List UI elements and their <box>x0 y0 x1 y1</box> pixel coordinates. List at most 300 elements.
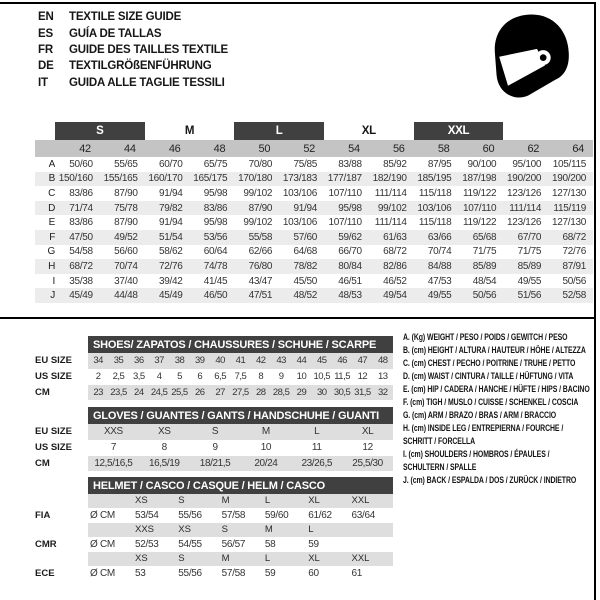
measure-value: 48/52 <box>279 288 324 303</box>
measure-value: 160/170 <box>145 172 190 187</box>
measure-value: 87/91 <box>548 259 593 274</box>
measure-value: 70/74 <box>427 246 452 258</box>
measure-value: 80/84 <box>324 259 369 274</box>
shoes-row <box>35 369 393 385</box>
language-row <box>38 75 228 91</box>
legend-line: I. (cm) SHOULDERS / HOMBROS / ÉPAULES / <box>403 449 550 459</box>
legend-line: F. (cm) TIGH / MUSLO / CUISSE / SCHENKEL / COSCIA <box>403 397 579 407</box>
measure-value: 48/54 <box>472 275 497 287</box>
numeric-size-header: 56 <box>369 140 414 157</box>
size-value: 24 <box>129 385 149 401</box>
helmet-size-row <box>35 523 393 537</box>
measure-value: 64/68 <box>293 246 317 258</box>
size-value: XXS <box>88 424 139 440</box>
measure-row-label: J <box>35 288 55 303</box>
helmet-size-label: S <box>176 552 219 566</box>
language-row <box>38 42 228 58</box>
measure-value: 50/56 <box>458 288 503 303</box>
measure-value: 83/86 <box>69 187 93 199</box>
measure-value: 49/52 <box>100 230 145 245</box>
measure-value: 45/49 <box>55 288 100 303</box>
size-value: 6 <box>197 371 203 383</box>
top-border-line <box>0 2 596 4</box>
measure-row-label: E <box>35 215 55 230</box>
measure-value: 51/54 <box>145 230 190 245</box>
helmet-size-label: M <box>263 523 306 537</box>
shoes-size-table <box>35 336 393 400</box>
measure-value: 187/198 <box>458 172 503 187</box>
measure-value: 60/70 <box>158 158 183 170</box>
measure-value: 99/102 <box>243 217 273 229</box>
measure-value: 107/110 <box>328 187 362 199</box>
measure-value: 59/62 <box>324 230 369 245</box>
measure-value: 68/72 <box>383 246 407 258</box>
language-header <box>38 9 228 91</box>
spacer <box>35 523 88 537</box>
measure-value: 85/89 <box>458 259 503 274</box>
size-value: 28,5 <box>271 385 291 401</box>
helmet-size-value: 59 <box>264 567 276 579</box>
size-value: 4 <box>156 371 162 383</box>
corner-cell <box>35 140 55 157</box>
language-title: TEXTILE SIZE GUIDE <box>69 11 182 24</box>
size-value: 32 <box>373 385 393 401</box>
numeric-size-header: 52 <box>279 140 324 157</box>
measure-value: 75/85 <box>293 158 317 170</box>
measure-value: 45/49 <box>145 288 190 303</box>
measure-value: 60/64 <box>203 246 228 258</box>
measure-value: 53/56 <box>189 230 234 245</box>
measure-value: 115/118 <box>418 217 452 229</box>
measure-value: 47/51 <box>234 288 279 303</box>
size-value: 42 <box>251 353 271 369</box>
measure-value: 47/53 <box>427 275 452 287</box>
scale-label: EU SIZE <box>35 424 88 440</box>
measure-value: 49/55 <box>517 275 542 287</box>
measure-value: 165/175 <box>189 172 234 187</box>
helmet-size-label: XXS <box>133 523 176 537</box>
helmet-size-value: 54/55 <box>178 538 202 550</box>
size-value: M <box>240 424 291 440</box>
size-value: 12 <box>357 371 368 383</box>
size-value: S <box>190 424 241 440</box>
measure-value: 115/119 <box>548 201 593 216</box>
legend-line: E. (cm) HIP / CADERA / HANCHE / HÜFTE / HIPS / BACINO <box>403 384 590 394</box>
measure-value: 170/180 <box>234 172 279 187</box>
measure-row-B <box>35 172 593 187</box>
measurement-legend <box>403 331 590 487</box>
size-value: 47 <box>352 353 372 369</box>
measure-value: 182/190 <box>369 172 414 187</box>
helmet-size-value: 55/56 <box>178 567 202 579</box>
helmet-standard-row-CMR <box>35 537 393 553</box>
measure-value: 83/86 <box>69 217 93 229</box>
size-value: 26 <box>190 385 210 401</box>
gloves-size-table <box>35 407 393 471</box>
measure-value: 66/70 <box>338 246 362 258</box>
helmet-size-table <box>35 477 393 581</box>
size-value: 10 <box>296 371 307 383</box>
helmet-size-value: 61 <box>351 567 363 579</box>
size-group-XL: XL <box>361 125 376 137</box>
measure-value: 119/122 <box>462 217 497 229</box>
measure-value: 54/58 <box>69 246 93 258</box>
measure-row-C <box>35 186 593 201</box>
spacer <box>88 494 133 508</box>
standard-label: ECE <box>35 566 88 582</box>
measure-value: 43/47 <box>248 275 273 287</box>
size-value: 5 <box>177 371 182 383</box>
numeric-size-header: 62 <box>503 140 548 157</box>
size-group-S: S <box>55 122 145 140</box>
measure-value: 44/48 <box>100 288 145 303</box>
size-value: 7,5 <box>234 371 247 383</box>
size-value: 29 <box>291 385 311 401</box>
measure-value: 91/94 <box>279 201 324 216</box>
shoes-row <box>35 385 393 401</box>
spacer <box>35 552 88 566</box>
measure-value: 119/122 <box>462 187 497 199</box>
measure-row-E <box>35 215 593 230</box>
helmet-size-row <box>35 552 393 566</box>
language-title: GUÍA DE TALLAS <box>69 27 162 40</box>
size-value: 6,5 <box>214 371 226 383</box>
spacer <box>35 494 88 508</box>
size-group-XXL: XXL <box>414 122 504 140</box>
measure-value: 85/89 <box>503 259 548 274</box>
measure-value: 91/94 <box>158 217 183 229</box>
helmet-size-value: 56/57 <box>221 538 246 550</box>
gloves-row <box>35 424 393 440</box>
size-value: 12,5/16,5 <box>88 456 139 472</box>
measure-row-I <box>35 274 593 289</box>
measure-row-G <box>35 245 593 260</box>
helmet-size-label: M <box>220 552 263 566</box>
language-code: EN <box>38 11 54 24</box>
language-code: IT <box>38 76 48 89</box>
helmet-size-label: XXL <box>349 494 393 508</box>
size-value: 11,5 <box>334 371 350 383</box>
measure-value: 123/126 <box>507 217 542 229</box>
measure-value: 99/102 <box>369 201 414 216</box>
measure-value: 177/187 <box>324 172 369 187</box>
size-value: 16,5/19 <box>139 456 190 472</box>
measure-value: 55/65 <box>114 158 138 170</box>
measure-value: 84/88 <box>414 259 459 274</box>
measure-value: 71/75 <box>517 246 542 258</box>
measure-value: 70/80 <box>248 158 273 170</box>
section-divider-line <box>0 317 594 319</box>
numeric-size-header: 42 <box>55 140 100 157</box>
size-value: 13 <box>378 371 388 383</box>
numeric-size-header: 50 <box>234 140 279 157</box>
helmet-size-value: 60 <box>308 567 319 579</box>
measure-value: 105/115 <box>552 158 586 170</box>
measure-row-label: D <box>35 201 55 216</box>
helmet-size-value: 57/58 <box>221 567 246 579</box>
size-value: 24,5 <box>149 385 169 401</box>
measure-value: 68/72 <box>548 230 593 245</box>
helmet-size-label: L <box>306 523 349 537</box>
size-value: XS <box>139 424 190 440</box>
measure-value: 49/55 <box>414 288 459 303</box>
measure-value: 90/100 <box>467 158 497 170</box>
size-value: 44 <box>291 353 311 369</box>
measure-value: 41/45 <box>203 275 228 287</box>
language-title: GUIDE DES TAILLES TEXTILE <box>69 43 228 56</box>
measure-value: 48/53 <box>324 288 369 303</box>
measure-value: 111/114 <box>374 217 407 229</box>
measure-value: 103/106 <box>414 201 459 216</box>
measure-value: 111/114 <box>503 201 548 216</box>
size-value: 8 <box>258 371 264 383</box>
size-value: 18/21,5 <box>190 456 241 472</box>
legend-line: B. (cm) HEIGHT / ALTURA / HAUTEUR / HÖHE / ALTEZZA <box>403 345 586 355</box>
measure-value: 37/40 <box>114 275 138 287</box>
language-code: ES <box>38 27 53 40</box>
measure-value: 49/54 <box>369 288 414 303</box>
measure-value: 75/78 <box>100 201 145 216</box>
measure-value: 50/60 <box>69 158 93 170</box>
measure-value: 173/183 <box>279 172 324 187</box>
size-value: 35 <box>108 353 128 369</box>
helmet-size-value: 59 <box>308 538 319 550</box>
language-title: TEXTILGRÖßENFÜHRUNG <box>69 60 212 73</box>
measure-value: 107/110 <box>328 217 362 229</box>
language-row <box>38 58 228 74</box>
spacer <box>35 477 88 494</box>
measure-value: 47/50 <box>55 230 100 245</box>
measure-value: 39/42 <box>158 275 183 287</box>
measure-value: 127/130 <box>551 217 586 229</box>
measure-value: 95/98 <box>203 217 228 229</box>
measure-value: 55/58 <box>234 230 279 245</box>
gloves-title: GLOVES / GUANTES / GANTS / HANDSCHUHE / GUANTI <box>88 407 393 424</box>
measure-value: 46/52 <box>383 275 407 287</box>
size-value: 2,5 <box>112 371 125 383</box>
helmet-size-label: XS <box>176 523 219 537</box>
unit-label: Ø CM <box>90 509 115 521</box>
measure-value: 87/90 <box>234 201 279 216</box>
spacer <box>35 407 88 424</box>
numeric-size-header: 48 <box>189 140 234 157</box>
helmet-size-label: L <box>263 552 306 566</box>
gloves-row <box>35 440 393 456</box>
helmet-size-value: 59/60 <box>264 509 289 521</box>
measure-value: 107/110 <box>458 201 503 216</box>
measure-value: 95/98 <box>324 201 369 216</box>
size-value: 30 <box>312 385 332 401</box>
size-value: 48 <box>373 353 393 369</box>
helmet-size-value: 61/62 <box>308 509 332 521</box>
legend-line: SCHRITT / FORCELLA <box>403 436 476 446</box>
scale-label: US SIZE <box>35 369 88 385</box>
measure-value: 45/50 <box>293 275 317 287</box>
size-value: 45 <box>312 353 332 369</box>
measure-row-label: F <box>35 230 55 245</box>
helmet-size-label: XL <box>306 552 349 566</box>
measure-row-H <box>35 259 593 274</box>
measure-value: 62/66 <box>248 246 273 258</box>
shoes-row <box>35 353 393 369</box>
measure-value: 82/86 <box>369 259 414 274</box>
numeric-size-header: 44 <box>100 140 145 157</box>
measure-value: 56/60 <box>114 246 138 258</box>
measure-value: 58/62 <box>158 246 183 258</box>
spacer <box>35 336 88 353</box>
size-value: L <box>291 424 342 440</box>
size-value: 23,5 <box>108 385 128 401</box>
measure-row-D <box>35 201 593 216</box>
legend-line: G. (cm) ARM / BRAZO / BRAS / ARM / BRACCIO <box>403 410 557 420</box>
helmet-size-row <box>35 494 393 508</box>
unit-label: Ø CM <box>90 567 115 579</box>
size-value: 12 <box>362 442 373 454</box>
measure-value: 70/74 <box>100 259 145 274</box>
measure-value: 65/68 <box>458 230 503 245</box>
helmet-size-label: XL <box>306 494 349 508</box>
helmet-size-label: L <box>263 494 306 508</box>
helmet-title: HELMET / CASCO / CASQUE / HELM / CASCO <box>88 477 393 494</box>
size-value: XL <box>342 424 393 440</box>
measure-row-label: I <box>35 274 55 289</box>
measure-value: 85/92 <box>383 158 407 170</box>
measure-value: 79/82 <box>145 201 190 216</box>
measure-value: 111/114 <box>374 187 407 199</box>
helmet-size-label: S <box>220 523 263 537</box>
measure-value: 83/86 <box>189 201 234 216</box>
legend-line: SCHULTERN / SPALLE <box>403 462 477 472</box>
numeric-size-header: 54 <box>324 140 369 157</box>
helmet-size-value: 63/64 <box>351 509 376 521</box>
size-value: 27,5 <box>230 385 250 401</box>
helmet-size-value: 55/56 <box>178 509 202 521</box>
measure-value: 83/88 <box>338 158 362 170</box>
helmet-size-label <box>349 523 393 537</box>
helmet-size-label: S <box>176 494 219 508</box>
size-group-spacer <box>35 122 55 140</box>
measure-value: 71/74 <box>55 201 100 216</box>
measure-row-label: G <box>35 245 55 260</box>
measure-value: 190/200 <box>503 172 548 187</box>
size-value: 34 <box>88 353 108 369</box>
language-code: DE <box>38 60 54 73</box>
size-value: 39 <box>190 353 210 369</box>
measure-value: 155/165 <box>100 172 145 187</box>
size-value: 28 <box>251 385 271 401</box>
scale-label: CM <box>35 456 88 472</box>
measure-value: 103/106 <box>282 217 317 229</box>
standard-label: CMR <box>35 537 88 553</box>
measure-row-label: H <box>35 259 55 274</box>
size-value: 2 <box>95 371 101 383</box>
right-border-line <box>594 2 596 600</box>
helmet-standard-row-ECE <box>35 566 393 582</box>
language-title: GUIDA ALLE TAGLIE TESSILI <box>69 76 225 89</box>
measure-value: 123/126 <box>507 187 542 199</box>
legend-line: H. (cm) INSIDE LEG / ENTREPIERNA / FOURCHE / <box>403 423 564 433</box>
size-value: 41 <box>230 353 250 369</box>
measure-value: 87/90 <box>114 217 138 229</box>
size-value: 38 <box>169 353 189 369</box>
helmet-size-value: 53/54 <box>135 509 159 521</box>
size-value: 46 <box>332 353 352 369</box>
size-value: 25,5 <box>169 385 189 401</box>
measure-value: 46/50 <box>189 288 234 303</box>
measure-value: 190/200 <box>548 172 593 187</box>
measure-row-label: C <box>35 186 55 201</box>
helmet-size-value: 52/53 <box>135 538 159 550</box>
measure-value: 87/95 <box>427 158 452 170</box>
scale-label: EU SIZE <box>35 353 88 369</box>
measure-row-F <box>35 230 593 245</box>
helmet-size-value <box>349 537 393 553</box>
shoes-title: SHOES/ ZAPATOS / CHAUSSURES / SCHUHE / SCARPE <box>88 336 393 353</box>
size-value: 30,5 <box>332 385 352 401</box>
size-value: 10 <box>260 442 272 454</box>
measure-value: 78/82 <box>279 259 324 274</box>
helmet-size-value: 53 <box>135 567 146 579</box>
language-row <box>38 25 228 41</box>
size-value: 43 <box>271 353 291 369</box>
measure-value: 52/58 <box>548 288 593 303</box>
measure-value: 95/100 <box>512 158 542 170</box>
size-value: 8 <box>161 442 167 454</box>
size-group-M: M <box>184 125 195 137</box>
numeric-size-header: 60 <box>458 140 503 157</box>
size-value: 31,5 <box>352 385 372 401</box>
measure-value: 115/118 <box>418 187 452 199</box>
size-group-spacer <box>503 122 548 140</box>
measure-value: 67/70 <box>503 230 548 245</box>
language-row <box>38 9 228 25</box>
measure-value: 65/75 <box>203 158 228 170</box>
helmet-size-label: XS <box>133 494 176 508</box>
measure-value: 185/195 <box>414 172 459 187</box>
size-value: 10,5 <box>313 371 331 383</box>
size-value: 3,5 <box>132 371 145 383</box>
size-value: 23 <box>88 385 108 401</box>
measure-value: 51/56 <box>503 288 548 303</box>
size-value: 20/24 <box>240 456 291 472</box>
standard-label: FIA <box>35 508 88 524</box>
scale-label: CM <box>35 385 88 401</box>
numeric-size-header: 64 <box>548 140 593 157</box>
measure-value: 95/98 <box>203 187 228 199</box>
legend-line: D. (cm) WAIST / CINTURA / TAILLE / HÜFTUNG / VITA <box>403 371 574 381</box>
measure-row-A <box>35 157 593 172</box>
measure-value: 127/130 <box>551 187 586 199</box>
measure-value: 63/66 <box>414 230 459 245</box>
numeric-size-header: 46 <box>145 140 190 157</box>
size-value: 9 <box>212 442 218 454</box>
unit-label: Ø CM <box>90 538 115 550</box>
measure-value: 103/106 <box>282 187 317 199</box>
helmet-size-value: 57/58 <box>221 509 246 521</box>
measure-value: 72/76 <box>145 259 190 274</box>
size-value: 37 <box>149 353 169 369</box>
scale-label: US SIZE <box>35 440 88 456</box>
measure-value: 68/72 <box>55 259 100 274</box>
size-value: 27 <box>210 385 230 401</box>
helmet-size-label: M <box>220 494 263 508</box>
legend-line: J. (cm) BACK / ESPALDA / DOS / ZURÜCK / INDIETRO <box>403 475 577 485</box>
measure-value: 91/94 <box>158 187 183 199</box>
measure-value: 74/78 <box>189 259 234 274</box>
size-value: 36 <box>129 353 149 369</box>
size-value: 11 <box>311 442 322 454</box>
measure-row-label: B <box>35 172 55 187</box>
